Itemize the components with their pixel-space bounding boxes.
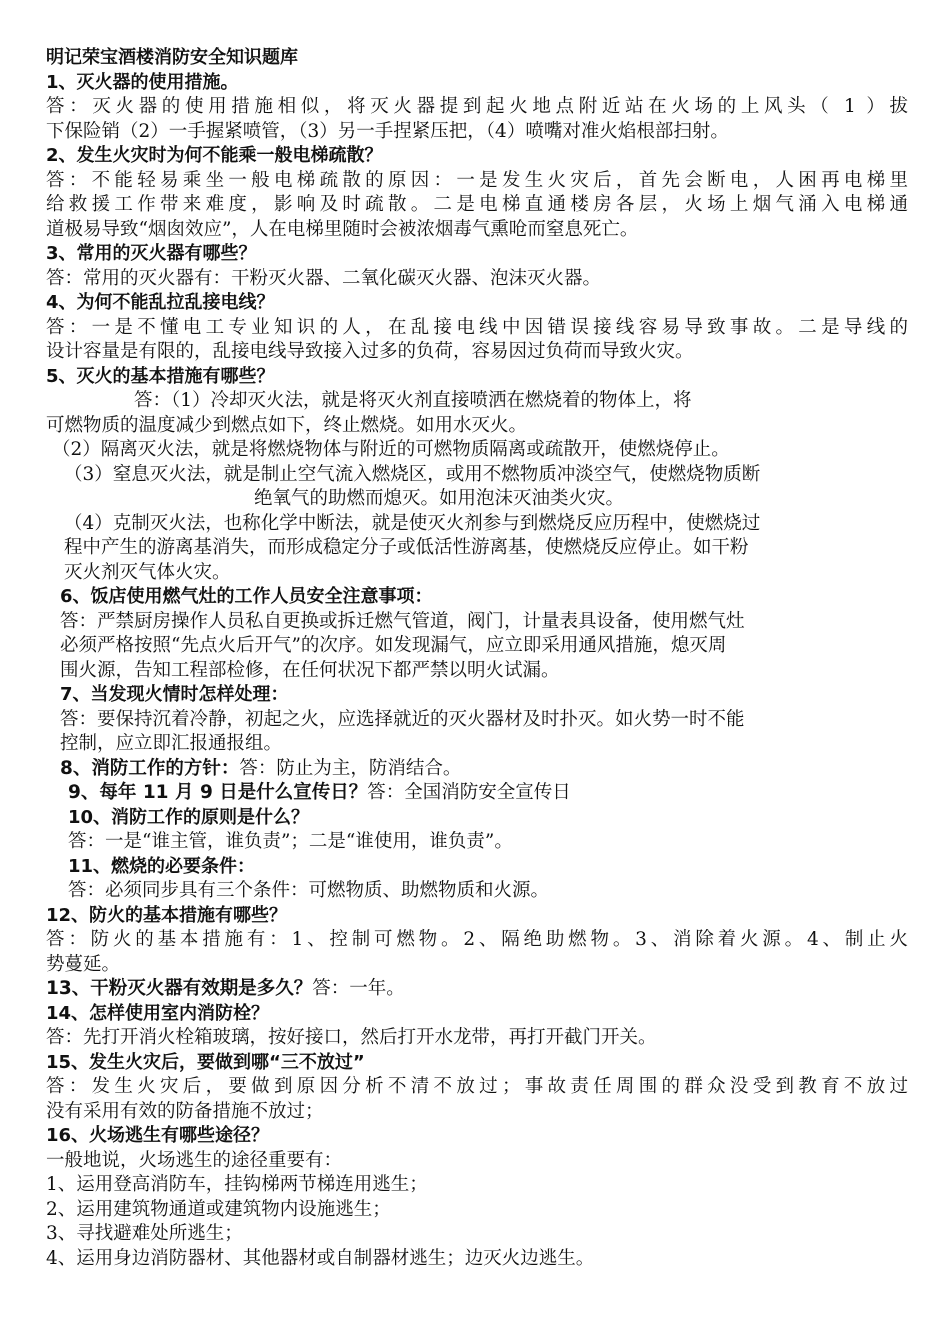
answer-4-line-2: 设计容量是有限的，乱接电线导致接入过多的负荷，容易因过负荷而导致火灾。 bbox=[46, 341, 694, 362]
answer-14-line-1: 答：先打开消火栓箱玻璃，按好接口，然后打开水龙带，再打开截门开关。 bbox=[46, 1027, 657, 1048]
question-9: 9、每年 11 月 9 日是什么宣传日？ bbox=[68, 782, 368, 803]
answer-2-line-2: 给救援工作带来难度，影响及时疏散。二是电梯直通楼房各层，火场上烟气涌入电梯通 bbox=[46, 194, 908, 215]
document-title: 明记荣宝酒楼消防安全知识题库 bbox=[46, 47, 298, 68]
answer-5-line-6: （4）克制灭火法，也称化学中断法，就是使灭火剂参与到燃烧反应历程中，使燃烧过 bbox=[64, 512, 761, 534]
answer-6-line-3: 围火源，告知工程部检修，在任何状况下都严禁以明火试漏。 bbox=[60, 659, 560, 681]
answer-2-line-1: 答：不能轻易乘坐一般电梯疏散的原因：一是发生火灾后，首先会断电，人困再电梯里 bbox=[46, 169, 908, 191]
answer-11-line-1: 答：必须同步具有三个条件：可燃物质、助燃物质和火源。 bbox=[68, 880, 550, 901]
answer-16-line-2: 1、运用登高消防车，挂钩梯两节梯连用逃生； bbox=[46, 1174, 428, 1195]
question-4: 4、为何不能乱拉乱接电线？ bbox=[46, 292, 275, 313]
question-7: 7、当发现火情时怎样处理： bbox=[60, 684, 289, 705]
question-8: 8、消防工作的方针： bbox=[60, 757, 240, 779]
answer-5-line-2: 可燃物质的温度减少到燃点如下，终止燃烧。如用水灭火。 bbox=[46, 414, 528, 436]
question-3: 3、常用的灭火器有哪些？ bbox=[46, 243, 257, 264]
question-10: 10、消防工作的原则是什么？ bbox=[68, 806, 310, 828]
answer-5-line-3: （2）隔离灭火法，就是将燃烧物体与附近的可燃物质隔离或疏散开，使燃烧停止。 bbox=[52, 439, 730, 460]
question-11: 11、燃烧的必要条件： bbox=[68, 855, 256, 877]
answer-9: 答：全国消防安全宣传日 bbox=[367, 782, 571, 803]
question-13: 13、干粉灭火器有效期是多久？ bbox=[46, 978, 313, 999]
question-6: 6、饭店使用燃气灶的工作人员安全注意事项： bbox=[60, 586, 433, 607]
document-page bbox=[46, 46, 908, 1271]
answer-7-line-2: 控制，应立即汇报通报组。 bbox=[60, 733, 283, 754]
answer-12-line-2: 势蔓延。 bbox=[46, 953, 121, 975]
answer-16-line-5: 4、运用身边消防器材、其他器材或自制器材逃生；边灭火边逃生。 bbox=[46, 1247, 595, 1269]
answer-5-line-7: 程中产生的游离基消失，而形成稳定分子或低活性游离基，使燃烧反应停止。如干粉 bbox=[64, 537, 749, 558]
qa-13 bbox=[46, 977, 908, 1002]
answer-3-line-1: 答：常用的灭火器有：干粉灭火器、二氧化碳灭火器、泡沫灭火器。 bbox=[46, 267, 602, 289]
question-5: 5、灭火的基本措施有哪些？ bbox=[46, 365, 275, 387]
answer-1-line-2: 下保险销（2）一手握紧喷管，（3）另一手捏紧压把，（4）喷嘴对准火焰根部扫射。 bbox=[46, 120, 729, 142]
question-2: 2、发生火灾时为何不能乘一般电梯疏散？ bbox=[46, 145, 383, 166]
answer-15-line-1: 答：发生火灾后，要做到原因分析不清不放过；事故责任周围的群众没受到教育不放过 bbox=[46, 1076, 908, 1097]
answer-6-line-2: 必须严格按照“先点火后开气”的次序。如发现漏气，应立即采用通风措施，熄灭周 bbox=[60, 635, 727, 656]
question-15: 15、发生火灾后，要做到哪“三不放过” bbox=[46, 1051, 365, 1073]
question-16: 16、火场逃生有哪些途径？ bbox=[46, 1125, 270, 1146]
question-14: 14、怎样使用室内消防栓？ bbox=[46, 1002, 270, 1024]
answer-16-line-4: 3、寻找避难处所逃生； bbox=[46, 1223, 243, 1244]
answer-5-line-8: 灭火剂灭气体火灾。 bbox=[64, 561, 231, 583]
answer-2-line-3: 道极易导致“烟囱效应”，人在电梯里随时会被浓烟毒气熏呛而窒息死亡。 bbox=[46, 218, 639, 240]
answer-8: 答：防止为主，防消结合。 bbox=[239, 757, 462, 779]
question-12: 12、防火的基本措施有哪些？ bbox=[46, 904, 288, 926]
answer-16-line-3: 2、运用建筑物通道或建筑物内设施逃生； bbox=[46, 1198, 391, 1220]
answer-12-line-1: 答：防火的基本措施有：1、控制可燃物。2、隔绝助燃物。3、消除着火源。4、制止火 bbox=[46, 929, 908, 950]
answer-7-line-1: 答：要保持沉着冷静，初起之火，应选择就近的灭火器材及时扑灭。如火势一时不能 bbox=[60, 708, 745, 730]
answer-5-line-5: 绝氧气的助燃而熄灭。如用泡沫灭油类火灾。 bbox=[254, 488, 625, 509]
answer-5-line-4: （3）窒息灭火法，就是制止空气流入燃烧区，或用不燃物质冲淡空气，使燃烧物质断 bbox=[64, 463, 761, 485]
answer-6-line-1: 答：严禁厨房操作人员私自更换或拆迁燃气管道，阀门，计量表具设备，使用燃气灶 bbox=[60, 610, 745, 632]
answer-1-line-1: 答：灭火器的使用措施相似，将灭火器提到起火地点附近站在火场的上风头（ 1 ）拔 bbox=[46, 96, 908, 117]
answer-15-line-2: 没有采用有效的防备措施不放过； bbox=[46, 1100, 324, 1122]
answer-13: 答：一年。 bbox=[312, 978, 405, 999]
qa-9 bbox=[46, 781, 908, 806]
answer-10-line-1: 答：一是“谁主管，谁负责”；二是“谁使用，谁负责”。 bbox=[68, 831, 513, 852]
question-1: 1、灭火器的使用措施。 bbox=[46, 71, 239, 93]
answer-4-line-1: 答：一是不懂电工专业知识的人，在乱接电线中因错误接线容易导致事故。二是导线的 bbox=[46, 316, 908, 338]
answer-5-line-1: 答：（1）冷却灭火法，就是将灭火剂直接喷洒在燃烧着的物体上，将 bbox=[134, 390, 692, 411]
qa-8 bbox=[46, 757, 908, 782]
answer-16-line-1: 一般地说，火场逃生的途径重要有： bbox=[46, 1149, 343, 1171]
